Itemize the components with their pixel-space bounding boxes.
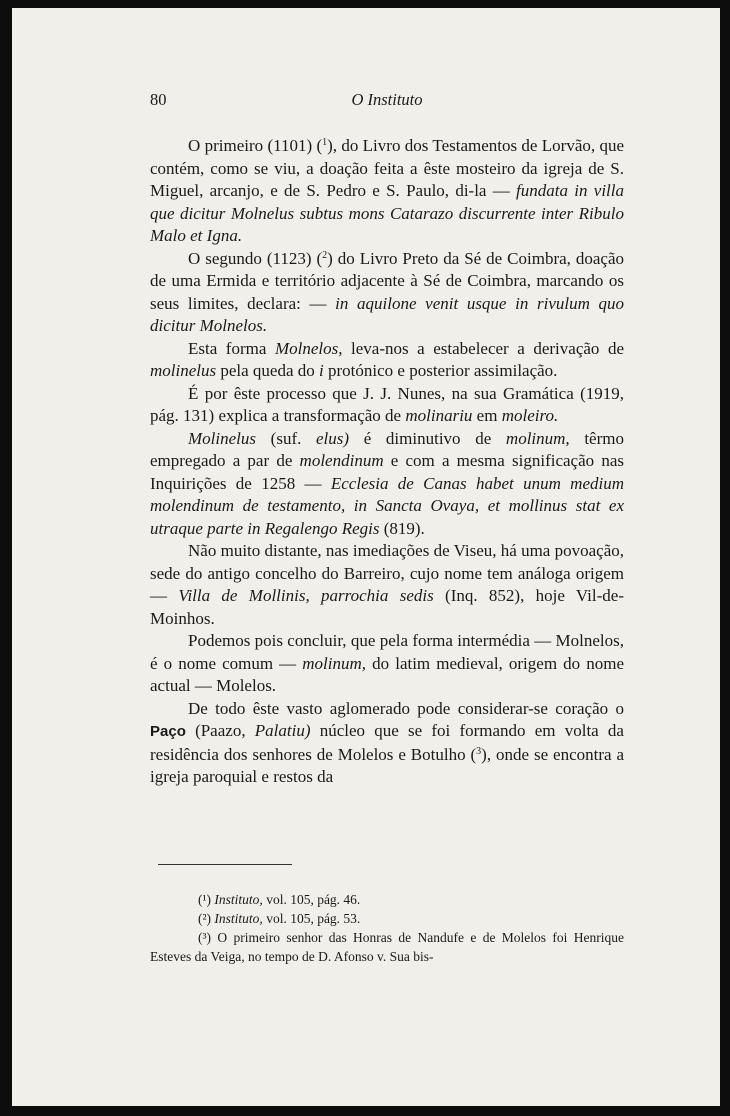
footnote-mark: (³) — [198, 930, 212, 945]
text-run: do latim medieval, origem do nome actual — Molelos. — [150, 653, 625, 695]
italic-term: i — [319, 361, 324, 380]
text-run: ), do Livro dos Testamentos de Lorvão, que contém, como se viu, a doação feita a êste mosteiro da igreja de S. Miguel, arcanjo, e de S. Pedro e S. Paulo, di-la — — [150, 136, 624, 200]
book-page — [12, 8, 720, 1106]
paragraph-2 — [150, 248, 624, 338]
latin-quote: Ecclesia de Canas habet unum medium molendinum de testamento, in Sancta Ovaya, et mollinus stat ex utraque parte in Regalengo Regis — [150, 473, 625, 538]
text-run: têrmo empregado a par de — [150, 428, 624, 470]
text-run: (Paazo, — [185, 721, 255, 740]
footnote-text: O primeiro senhor das Honras de Nandufe e de Molelos foi Henrique Esteves da Veiga, no tempo de D. Afonso v. Sua bis- — [150, 930, 624, 964]
text-run: leva-nos a estabelecer a derivação de — [342, 338, 624, 358]
body-text — [150, 135, 624, 789]
footnote-ref-1: 1 — [322, 137, 328, 148]
running-title: O Instituto — [351, 90, 423, 109]
footnote-text: vol. 105, pág. 53. — [262, 911, 361, 926]
paragraph-7 — [150, 630, 624, 698]
footnote-mark: (¹) — [198, 892, 212, 907]
text-run: (suf. — [256, 428, 317, 448]
text-run: (Inq. 852), hoje Vil-de-Moinhos. — [150, 586, 624, 628]
footnote-divider — [158, 864, 292, 865]
italic-term: Molnelos, — [274, 338, 343, 358]
footnote-ref-2: 2 — [322, 249, 328, 261]
footnote-title: Instituto, — [214, 911, 263, 926]
latin-quote: fundata in villa que dicitur Molnelus subtus mons Catarazo discurrente inter Ribulo Malo et Igna. — [150, 181, 624, 245]
italic-term: elus) — [316, 428, 350, 448]
italic-term: molinum, — [302, 653, 367, 673]
page-number: 80 — [150, 90, 167, 109]
text-run: ) do Livro Preto da Sé de Coimbra, doação de uma Ermida e território adjacente à Sé de Coimbra, marcando os seus limites, declara: — — [150, 248, 624, 313]
paragraph-5 — [150, 428, 624, 541]
paragraph-3 — [150, 338, 624, 383]
text-run: protónico e posterior assimilação. — [323, 361, 558, 380]
text-run: núcleo que se foi formando em volta da residência dos senhores de Molelos e Botulho ( — [150, 721, 624, 764]
italic-term: molendinum — [299, 451, 384, 470]
text-run: ), onde se encontra a igreja paroquial e restos da — [150, 744, 625, 786]
text-run: é diminutivo de — [349, 428, 506, 448]
latin-quote: Villa de Mollinis, parrochia sedis — [178, 586, 434, 605]
text-run: Esta forma — [188, 338, 275, 358]
paragraph-1 — [150, 135, 624, 248]
text-run: É por êste processo que J. J. Nunes, na sua Gramática (1919, pág. 131) explica a transformação de — [150, 383, 624, 425]
text-run: O segundo (1123) ( — [188, 248, 323, 268]
paragraph-8 — [150, 698, 624, 789]
text-run: em — [472, 406, 502, 425]
italic-term: Palatiu) — [254, 721, 311, 740]
italic-term: Molinelus — [188, 428, 256, 448]
text-run: Não muito distante, nas imediações de Viseu, há uma povoação, sede do antigo concelho do Barreiro, cujo nome tem análoga origem — — [150, 541, 624, 605]
footnote-2 — [150, 909, 624, 928]
text-run: De todo êste vasto aglomerado pode considerar-se coração o — [188, 698, 624, 718]
italic-term: molinum, — [505, 428, 570, 448]
italic-term: moleiro. — [501, 406, 559, 425]
footnote-3 — [150, 928, 624, 966]
paragraph-4 — [150, 383, 624, 428]
latin-quote: in aquilone venit usque in rivulum quo dicitur Molnelos. — [150, 293, 625, 335]
footnote-mark: (²) — [198, 911, 212, 926]
footnotes — [150, 890, 624, 966]
text-run: Podemos pois concluir, que pela forma intermédia — Molnelos, é o nome comum — — [150, 631, 624, 673]
text-run: O primeiro (1101) ( — [188, 136, 323, 155]
text-run: e com a mesma significação nas Inquirições de 1258 — — [150, 451, 624, 493]
italic-term: molinelus — [150, 361, 217, 380]
footnote-text: vol. 105, pág. 46. — [262, 892, 361, 907]
text-run: (819). — [379, 518, 425, 538]
footnote-1 — [150, 890, 624, 909]
page-header — [150, 90, 624, 112]
text-run: pela queda do — [216, 361, 320, 380]
footnote-title: Instituto, — [214, 892, 263, 907]
paragraph-6 — [150, 540, 624, 630]
footnote-ref-3: 3 — [476, 745, 482, 757]
italic-term: molinariu — [405, 406, 473, 425]
place-name: Paço — [150, 723, 186, 740]
